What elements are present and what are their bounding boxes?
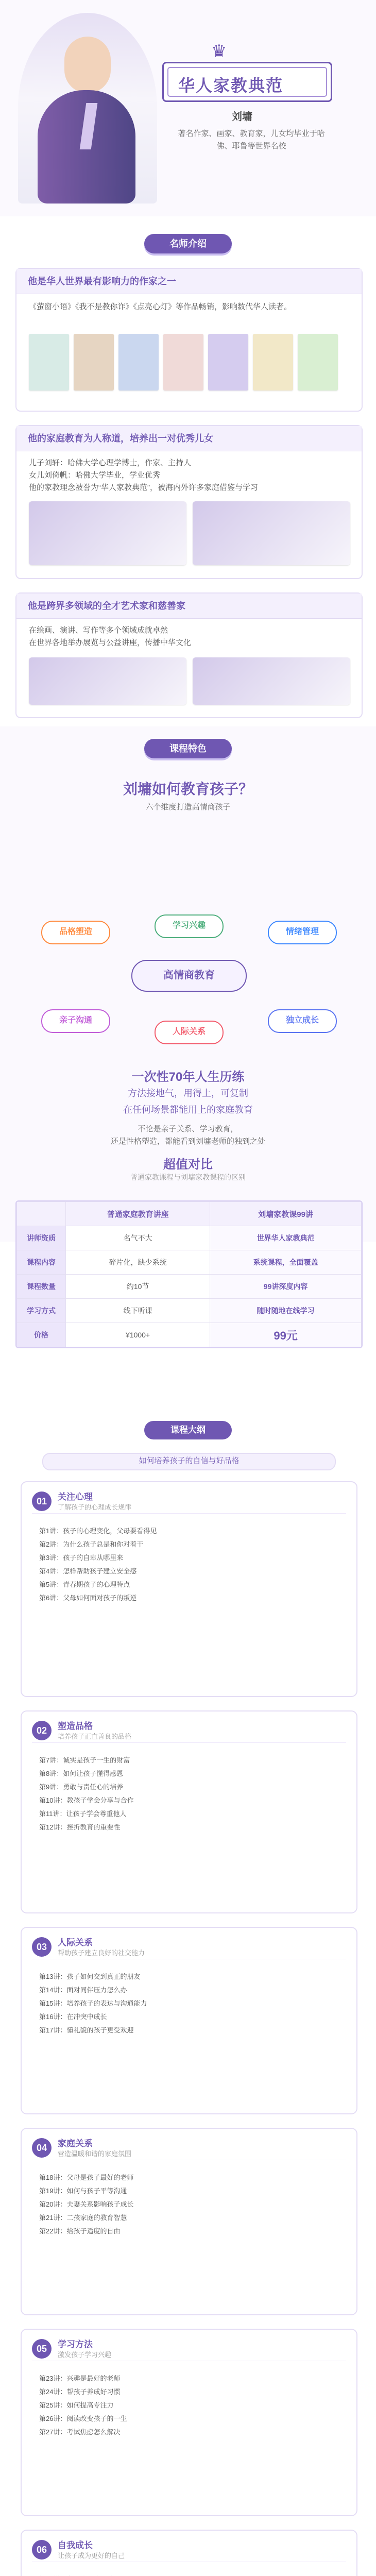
lesson-item: 第22讲：给孩子适度的自由 bbox=[39, 2227, 121, 2235]
talent-title: 他是跨界多领域的全才艺术家和慈善家 bbox=[16, 594, 362, 619]
comparison-liu-value: 99讲深度内容 bbox=[210, 1275, 362, 1299]
talent-photo-2 bbox=[193, 657, 350, 705]
compare-subtitle: 普通家教课程与刘墉家教课程的区别 bbox=[130, 1173, 246, 1181]
honor-text: 《萤窗小语》《我不是教你诈》《点亮心灯》等作品畅销，影响数代华人读者。 bbox=[29, 302, 292, 311]
comparison-liu-price: 99元 bbox=[210, 1323, 362, 1347]
course-name-3: 人际关系 bbox=[58, 1938, 93, 1947]
course-card-5 bbox=[21, 2329, 357, 2516]
talent-text-1: 在绘画、演讲、写作等多个领域成就卓然 bbox=[29, 626, 168, 635]
course-desc-4: 营造温暖和谐的家庭氛围 bbox=[58, 2150, 132, 2158]
course-number-4: 04 bbox=[32, 2138, 52, 2158]
family-photo-2 bbox=[193, 501, 350, 565]
comparison-grid bbox=[16, 1201, 362, 1347]
comparison-row-label: 价格 bbox=[17, 1323, 66, 1347]
course-number-2: 02 bbox=[32, 1721, 52, 1740]
lesson-item: 第7讲：诚实是孩子一生的财富 bbox=[39, 1756, 130, 1764]
feature-summary-1: 不论是亲子关系、学习教育， bbox=[138, 1125, 238, 1133]
course-number-1: 01 bbox=[32, 1492, 52, 1511]
course-desc-5: 激发孩子学习兴趣 bbox=[58, 2351, 112, 2359]
book-cover-4 bbox=[163, 334, 203, 391]
lesson-item: 第10讲：教孩子学会分享与合作 bbox=[39, 1797, 134, 1804]
talent-photo-1 bbox=[29, 657, 186, 705]
lesson-item: 第25讲：如何提高专注力 bbox=[39, 2401, 114, 2409]
book-cover-row bbox=[29, 334, 338, 391]
comparison-row-label: 讲师资质 bbox=[17, 1226, 66, 1250]
lesson-item: 第5讲：青春期孩子的心理特点 bbox=[39, 1581, 130, 1588]
comparison-row bbox=[17, 1323, 362, 1347]
feature-diagram bbox=[36, 914, 340, 1048]
lesson-item: 第19讲：如何与孩子平等沟通 bbox=[39, 2187, 127, 2195]
lesson-item: 第21讲：二孩家庭的教育智慧 bbox=[39, 2214, 127, 2222]
comparison-table bbox=[15, 1200, 363, 1348]
hero-title: 华人家教典范 bbox=[178, 76, 284, 95]
course-head-4 bbox=[32, 2136, 346, 2160]
lesson-item: 第26讲：阅读改变孩子的一生 bbox=[39, 2415, 127, 2422]
family-text-1: 儿子刘轩：哈佛大学心理学博士，作家、主持人 bbox=[29, 459, 192, 467]
lesson-item: 第20讲：夫妻关系影响孩子成长 bbox=[39, 2200, 134, 2208]
family-panel bbox=[15, 425, 363, 579]
course-desc-3: 帮助孩子建立良好的社交能力 bbox=[58, 1949, 145, 1957]
book-cover-2 bbox=[74, 334, 114, 391]
section-pill-features: 课程特色 bbox=[144, 739, 232, 758]
course-card-6 bbox=[21, 2530, 357, 2576]
comparison-row-label: 课程内容 bbox=[17, 1250, 66, 1275]
course-desc-1: 了解孩子的心理成长规律 bbox=[58, 1503, 132, 1511]
honor-title: 他是华人世界最有影响力的作家之一 bbox=[16, 269, 362, 294]
crown-icon: ♛ bbox=[211, 42, 227, 61]
book-cover-5 bbox=[208, 334, 248, 391]
feature-tag-4: 亲子沟通 bbox=[41, 1009, 110, 1033]
lesson-item: 第16讲：在冲突中成长 bbox=[39, 2013, 107, 2021]
comparison-row bbox=[17, 1275, 362, 1299]
feature-center: 高情商教育 bbox=[131, 960, 247, 992]
comparison-row bbox=[17, 1226, 362, 1250]
comparison-row bbox=[17, 1299, 362, 1323]
teacher-description: 著名作家、画家、教育家，儿女均毕业于哈佛、耶鲁等世界名校 bbox=[178, 129, 325, 150]
comparison-liu-value: 随时随地在线学习 bbox=[210, 1299, 362, 1323]
honor-panel bbox=[15, 268, 363, 412]
family-photo-1 bbox=[29, 501, 186, 565]
feature-quote-line-1: 方法接地气，用得上，可复制 bbox=[128, 1088, 248, 1098]
family-title: 他的家庭教育为人称道，培养出一对优秀儿女 bbox=[16, 426, 362, 451]
course-head-1 bbox=[32, 1489, 346, 1514]
lesson-item: 第8讲：如何让孩子懂得感恩 bbox=[39, 1770, 124, 1777]
lesson-item: 第13讲：孩子如何交到真正的朋友 bbox=[39, 1973, 141, 1980]
lesson-item: 第27讲：考试焦虑怎么解决 bbox=[39, 2428, 121, 2436]
course-card-2 bbox=[21, 1710, 357, 1913]
lesson-item: 第6讲：父母如何面对孩子的叛逆 bbox=[39, 1594, 137, 1602]
feature-quote-title: 一次性70年人生历练 bbox=[131, 1070, 245, 1084]
comparison-row-label: 课程数量 bbox=[17, 1275, 66, 1299]
compare-title: 超值对比 bbox=[163, 1158, 213, 1172]
course-number-6: 06 bbox=[32, 2540, 52, 2560]
feature-tag-1: 品格塑造 bbox=[41, 921, 110, 944]
lesson-item: 第14讲：面对同伴压力怎么办 bbox=[39, 1986, 127, 1994]
lesson-item bbox=[39, 2574, 343, 2576]
lesson-item: 第2讲：为什么孩子总是和你对着干 bbox=[39, 1540, 144, 1548]
course-card-1 bbox=[21, 1481, 357, 1697]
comparison-header-normal: 普通家庭教育讲座 bbox=[66, 1202, 210, 1226]
comparison-body bbox=[17, 1226, 362, 1347]
lesson-item: 第15讲：培养孩子的表达与沟通能力 bbox=[39, 1999, 147, 2007]
course-number-3: 03 bbox=[32, 1937, 52, 1957]
course-desc-6: 让孩子成为更好的自己 bbox=[58, 2552, 125, 2560]
family-text-2: 女儿刘倚帆：哈佛大学毕业，学业优秀 bbox=[29, 471, 161, 480]
feature-tag-6: 独立成长 bbox=[268, 1009, 337, 1033]
course-name-6: 自我成长 bbox=[58, 2540, 93, 2550]
lesson-item: 第3讲：孩子的自卑从哪里来 bbox=[39, 1554, 124, 1562]
family-photo-row bbox=[29, 501, 350, 565]
comparison-normal-value: 线下听课 bbox=[66, 1299, 210, 1323]
schedule-subtitle: 如何培养孩子的自信与好品格 bbox=[42, 1453, 336, 1470]
comparison-liu-value: 世界华人家教典范 bbox=[210, 1226, 362, 1250]
lesson-item: 第9讲：勇敢与责任心的培养 bbox=[39, 1783, 124, 1791]
comparison-normal-value: 约10节 bbox=[66, 1275, 210, 1299]
book-cover-3 bbox=[118, 334, 159, 391]
course-name-2: 塑造品格 bbox=[58, 1721, 93, 1731]
talent-panel bbox=[15, 592, 363, 718]
comparison-header-empty bbox=[17, 1202, 66, 1226]
hero-header bbox=[0, 0, 376, 216]
lesson-item: 第1讲：孩子的心理变化，父母要看得见 bbox=[39, 1527, 157, 1535]
book-cover-6 bbox=[253, 334, 293, 391]
course-card-4 bbox=[21, 2128, 357, 2315]
feature-tag-2: 学习兴趣 bbox=[155, 914, 224, 938]
talent-photo-row bbox=[29, 657, 350, 705]
book-cover-7 bbox=[298, 334, 338, 391]
feature-tag-3: 情绪管理 bbox=[268, 921, 337, 944]
comparison-header bbox=[17, 1202, 362, 1226]
section-pill-intro: 名师介绍 bbox=[144, 234, 232, 253]
feature-summary-2: 还是性格塑造，都能看到刘墉老师的独到之处 bbox=[110, 1137, 265, 1146]
feature-tag-5: 人际关系 bbox=[155, 1021, 224, 1044]
comparison-normal-value: 碎片化，缺少系统 bbox=[66, 1250, 210, 1275]
hero-title-frame bbox=[162, 62, 332, 102]
course-desc-2: 培养孩子正直善良的品格 bbox=[58, 1733, 132, 1740]
comparison-normal-value: ¥1000+ bbox=[66, 1323, 210, 1347]
features-subtitle: 六个维度打造高情商孩子 bbox=[145, 803, 231, 811]
course-head-5 bbox=[32, 2337, 346, 2361]
comparison-header-liu: 刘墉家教课99讲 bbox=[210, 1202, 362, 1226]
comparison-normal-value: 名气不大 bbox=[66, 1226, 210, 1250]
course-head-2 bbox=[32, 1719, 346, 1743]
book-cover-1 bbox=[29, 334, 69, 391]
lesson-item: 第18讲：父母是孩子最好的老师 bbox=[39, 2174, 134, 2181]
course-card-3 bbox=[21, 1927, 357, 2114]
comparison-row bbox=[17, 1250, 362, 1275]
comparison-liu-value: 系统课程，全面覆盖 bbox=[210, 1250, 362, 1275]
lesson-item: 第4讲：怎样帮助孩子建立安全感 bbox=[39, 1567, 137, 1575]
lesson-item: 第23讲：兴趣是最好的老师 bbox=[39, 2375, 121, 2382]
teacher-name: 刘墉 bbox=[232, 111, 252, 123]
lesson-item: 第11讲：让孩子学会尊重他人 bbox=[39, 1810, 127, 1818]
lesson-item: 第12讲：挫折教育的重要性 bbox=[39, 1823, 121, 1831]
course-head-6 bbox=[32, 2538, 346, 2562]
features-title: 刘墉如何教育孩子？ bbox=[123, 781, 253, 797]
course-name-1: 关注心理 bbox=[58, 1492, 93, 1502]
schedule-pill: 课程大纲 bbox=[144, 1421, 232, 1439]
course-number-5: 05 bbox=[32, 2339, 52, 2359]
portrait-face bbox=[64, 37, 111, 93]
family-text-3: 他的家教理念被誉为“华人家教典范”，被海内外许多家庭借鉴与学习 bbox=[29, 483, 258, 492]
course-name-5: 学习方法 bbox=[58, 2340, 93, 2349]
comparison-header-row bbox=[17, 1202, 362, 1226]
course-head-3 bbox=[32, 1935, 346, 1959]
feature-quote-line-2: 在任何场景都能用上的家庭教育 bbox=[123, 1105, 253, 1115]
lesson-item: 第17讲：懂礼貌的孩子更受欢迎 bbox=[39, 2026, 134, 2034]
lesson-item: 第24讲：帮孩子养成好习惯 bbox=[39, 2388, 121, 2396]
course-name-4: 家庭关系 bbox=[58, 2139, 93, 2148]
talent-text-2: 在世界各地举办展览与公益讲座，传播中华文化 bbox=[29, 638, 192, 647]
comparison-row-label: 学习方式 bbox=[17, 1299, 66, 1323]
teacher-portrait-image bbox=[18, 13, 157, 204]
